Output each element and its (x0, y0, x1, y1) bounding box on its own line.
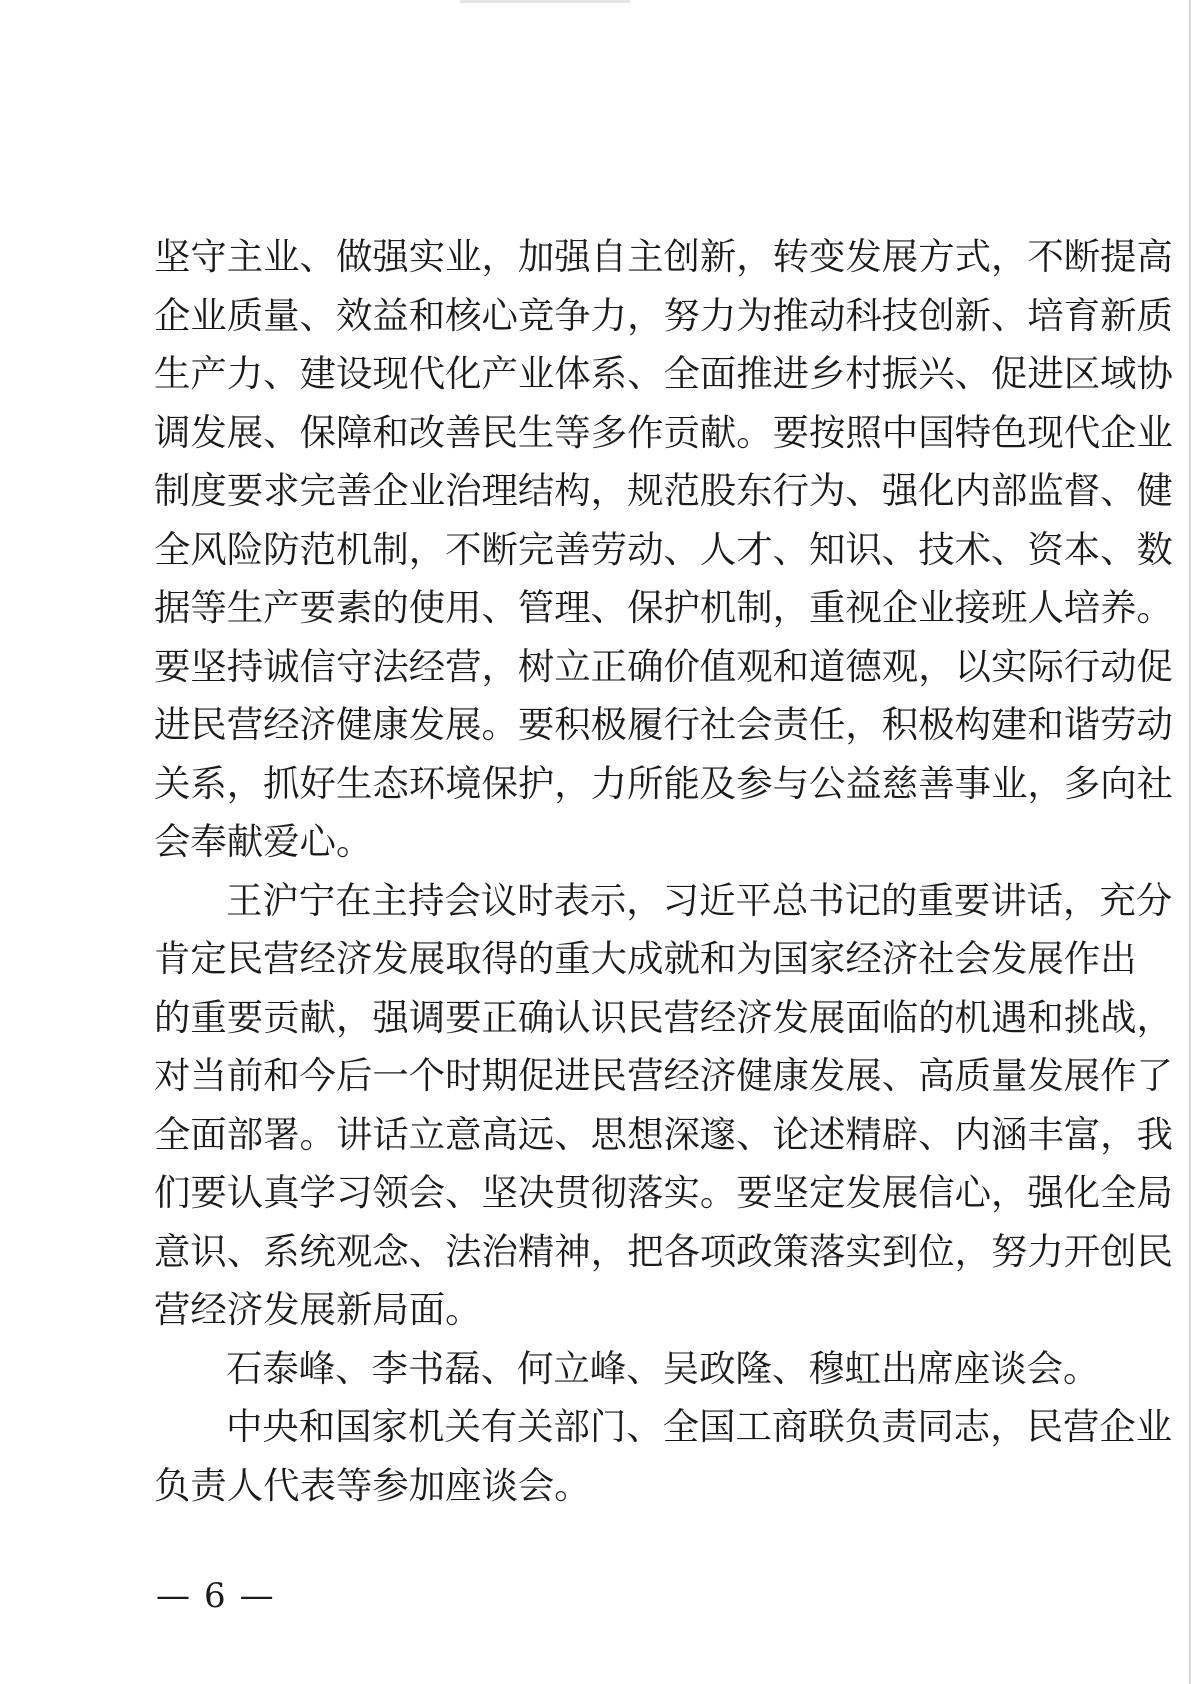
page-number-footer (156, 1576, 274, 1616)
paragraph-line: 对当前和今后一个时期促进民营经济健康发展、高质量发展作了 (154, 1054, 1173, 1097)
page-number-dash-left: — (156, 1576, 190, 1616)
paragraph (154, 1398, 1173, 1515)
paragraph-line: 意识、系统观念、法治精神，把各项政策落实到位，努力开创民 (154, 1229, 1173, 1273)
paragraph-line: 营经济发展新局面。 (154, 1288, 482, 1331)
paragraph (154, 1340, 1100, 1399)
body-text (154, 228, 1173, 1515)
paragraph-line: 生产力、建设现代化产业体系、全面推进乡村振兴、促进区域协 (154, 352, 1173, 395)
scan-top-mark (460, 0, 630, 3)
paragraph-line: 石泰峰、李书磊、何立峰、吴政隆、穆虹出席座谈会。 (226, 1346, 1100, 1390)
paragraph-line: 调发展、保障和改善民生等多作贡献。要按照中国特色现代企业 (154, 410, 1173, 454)
paragraph-line: 据等生产要素的使用、管理、保护机制，重视企业接班人培养。 (154, 586, 1173, 629)
paragraph-line: 制度要求完善企业治理结构，规范股东行为、强化内部监督、健 (154, 469, 1173, 512)
paragraph-line: 要坚持诚信守法经营，树立正确价值观和道德观，以实际行动促 (154, 644, 1173, 688)
paragraph-line: 负责人代表等参加座谈会。 (154, 1463, 591, 1507)
paragraph (154, 872, 1173, 1340)
paragraph (154, 228, 1173, 872)
paragraph-line: 中央和国家机关有关部门、全国工商联负责同志，民营企业 (226, 1405, 1173, 1448)
paragraph-line: 全风险防范机制，不断完善劳动、人才、知识、技术、资本、数 (154, 527, 1173, 571)
paragraph-line: 们要认真学习领会、坚决贯彻落实。要坚定发展信心，强化全局 (154, 1171, 1173, 1214)
paragraph-line: 会奉献爱心。 (154, 820, 373, 863)
paragraph-line: 肯定民营经济发展取得的重大成就和为国家经济社会发展作出 (154, 937, 1137, 980)
paragraph-line: 的重要贡献，强调要正确认识民营经济发展面临的机遇和挑战， (154, 995, 1173, 1039)
paragraph-line: 王沪宁在主持会议时表示，习近平总书记的重要讲话，充分 (226, 878, 1173, 922)
paragraph-line: 全面部署。讲话立意高远、思想深邃、论述精辟、内涵丰富，我 (154, 1112, 1173, 1156)
paragraph-line: 坚守主业、做强实业，加强自主创新，转变发展方式，不断提高 (154, 235, 1173, 278)
paragraph-line: 进民营经济健康发展。要积极履行社会责任，积极构建和谐劳动 (154, 703, 1173, 746)
page-number-dash-right: — (239, 1576, 274, 1616)
paragraph-line: 关系，抓好生态环境保护，力所能及参与公益慈善事业，多向社 (154, 761, 1173, 805)
page-number: 6 (204, 1576, 226, 1616)
paragraph-line: 企业质量、效益和核心竞争力，努力为推动科技创新、培育新质 (154, 293, 1173, 337)
